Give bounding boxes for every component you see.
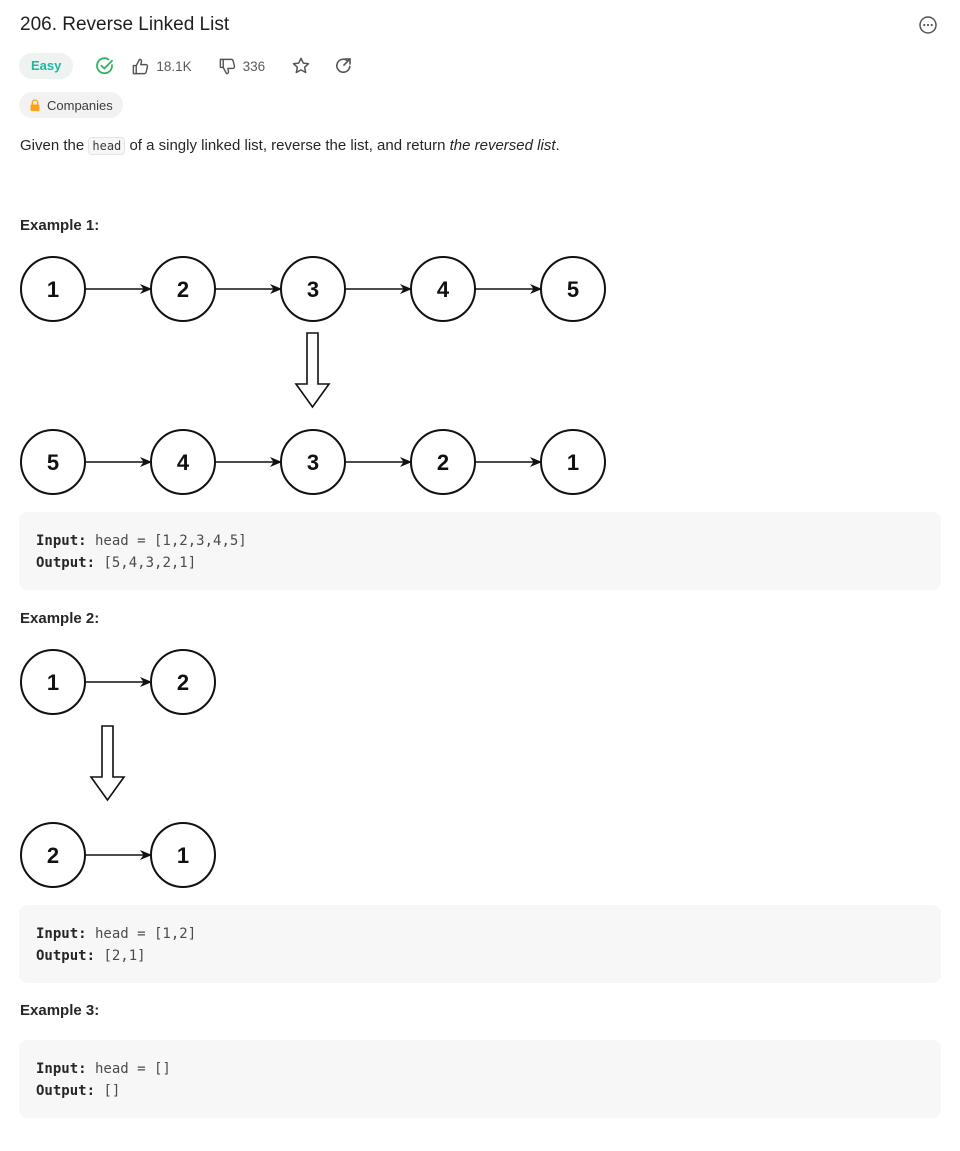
more-icon: [918, 15, 938, 35]
thumbs-down-icon: [218, 57, 237, 76]
output-value: [5,4,3,2,1]: [95, 555, 197, 571]
before-node-value: 1: [46, 670, 60, 695]
before-node-value: 5: [566, 277, 580, 302]
input-label: Input:: [36, 533, 87, 549]
reverse-arrow: [296, 333, 329, 407]
example-3-io-block: [19, 1040, 941, 1118]
statement-emphasis: the reversed list: [449, 137, 556, 154]
statement-text: .: [555, 137, 560, 154]
solved-check-icon: [95, 56, 115, 76]
after-node-value: 2: [46, 843, 60, 868]
like-button[interactable]: [131, 57, 191, 76]
example-2-title: Example 2:: [20, 610, 100, 627]
input-value: head = [1,2]: [86, 926, 197, 942]
more-options-button[interactable]: [918, 15, 938, 35]
dislike-button[interactable]: [218, 57, 266, 76]
share-icon: [334, 56, 354, 76]
example-1-title: Example 1:: [20, 217, 100, 234]
lock-icon: [29, 99, 41, 112]
after-node-value: 4: [176, 450, 190, 475]
before-node-value: 2: [176, 670, 190, 695]
companies-tag[interactable]: [19, 92, 123, 118]
example-1-diagram: [0, 250, 640, 502]
thumbs-up-icon: [131, 57, 150, 76]
output-label: Output:: [36, 948, 96, 964]
input-value: head = [1,2,3,4,5]: [86, 533, 247, 549]
after-node-value: 2: [436, 450, 450, 475]
example-2-io-block: [19, 905, 941, 983]
like-count: 18.1K: [156, 58, 192, 74]
favorite-button[interactable]: [291, 56, 311, 76]
companies-label: Companies: [47, 97, 113, 113]
solved-status: [95, 56, 115, 76]
reverse-arrow: [91, 726, 124, 800]
star-icon: [291, 56, 311, 76]
title-row: [20, 11, 940, 39]
after-node-value: 5: [46, 450, 60, 475]
input-label: Input:: [36, 926, 87, 942]
after-node-value: 3: [306, 450, 320, 475]
input-value: head = []: [86, 1061, 171, 1077]
statement-text: of a singly linked list, reverse the list, and return: [125, 137, 450, 154]
problem-title[interactable]: 206. Reverse Linked List: [20, 14, 230, 35]
before-node-value: 2: [176, 277, 190, 302]
before-node-value: 3: [306, 277, 320, 302]
after-node-value: 1: [566, 450, 580, 475]
statement-text: Given the: [20, 137, 89, 154]
before-node-value: 4: [436, 277, 450, 302]
before-node-value: 1: [46, 277, 60, 302]
inline-code-head: head: [88, 137, 125, 155]
difficulty-badge: Easy: [19, 53, 73, 79]
input-label: Input:: [36, 1061, 87, 1077]
dislike-count: 336: [242, 58, 266, 74]
example-1-io-block: [19, 512, 941, 590]
share-button[interactable]: [334, 56, 354, 76]
output-label: Output:: [36, 1083, 96, 1099]
example-3-title: Example 3:: [20, 1002, 100, 1019]
example-2-diagram: [0, 643, 640, 895]
problem-statement: [20, 135, 560, 157]
problem-meta-row: [19, 53, 354, 79]
output-value: []: [95, 1083, 121, 1099]
output-label: Output:: [36, 555, 96, 571]
output-value: [2,1]: [95, 948, 146, 964]
after-node-value: 1: [176, 843, 190, 868]
